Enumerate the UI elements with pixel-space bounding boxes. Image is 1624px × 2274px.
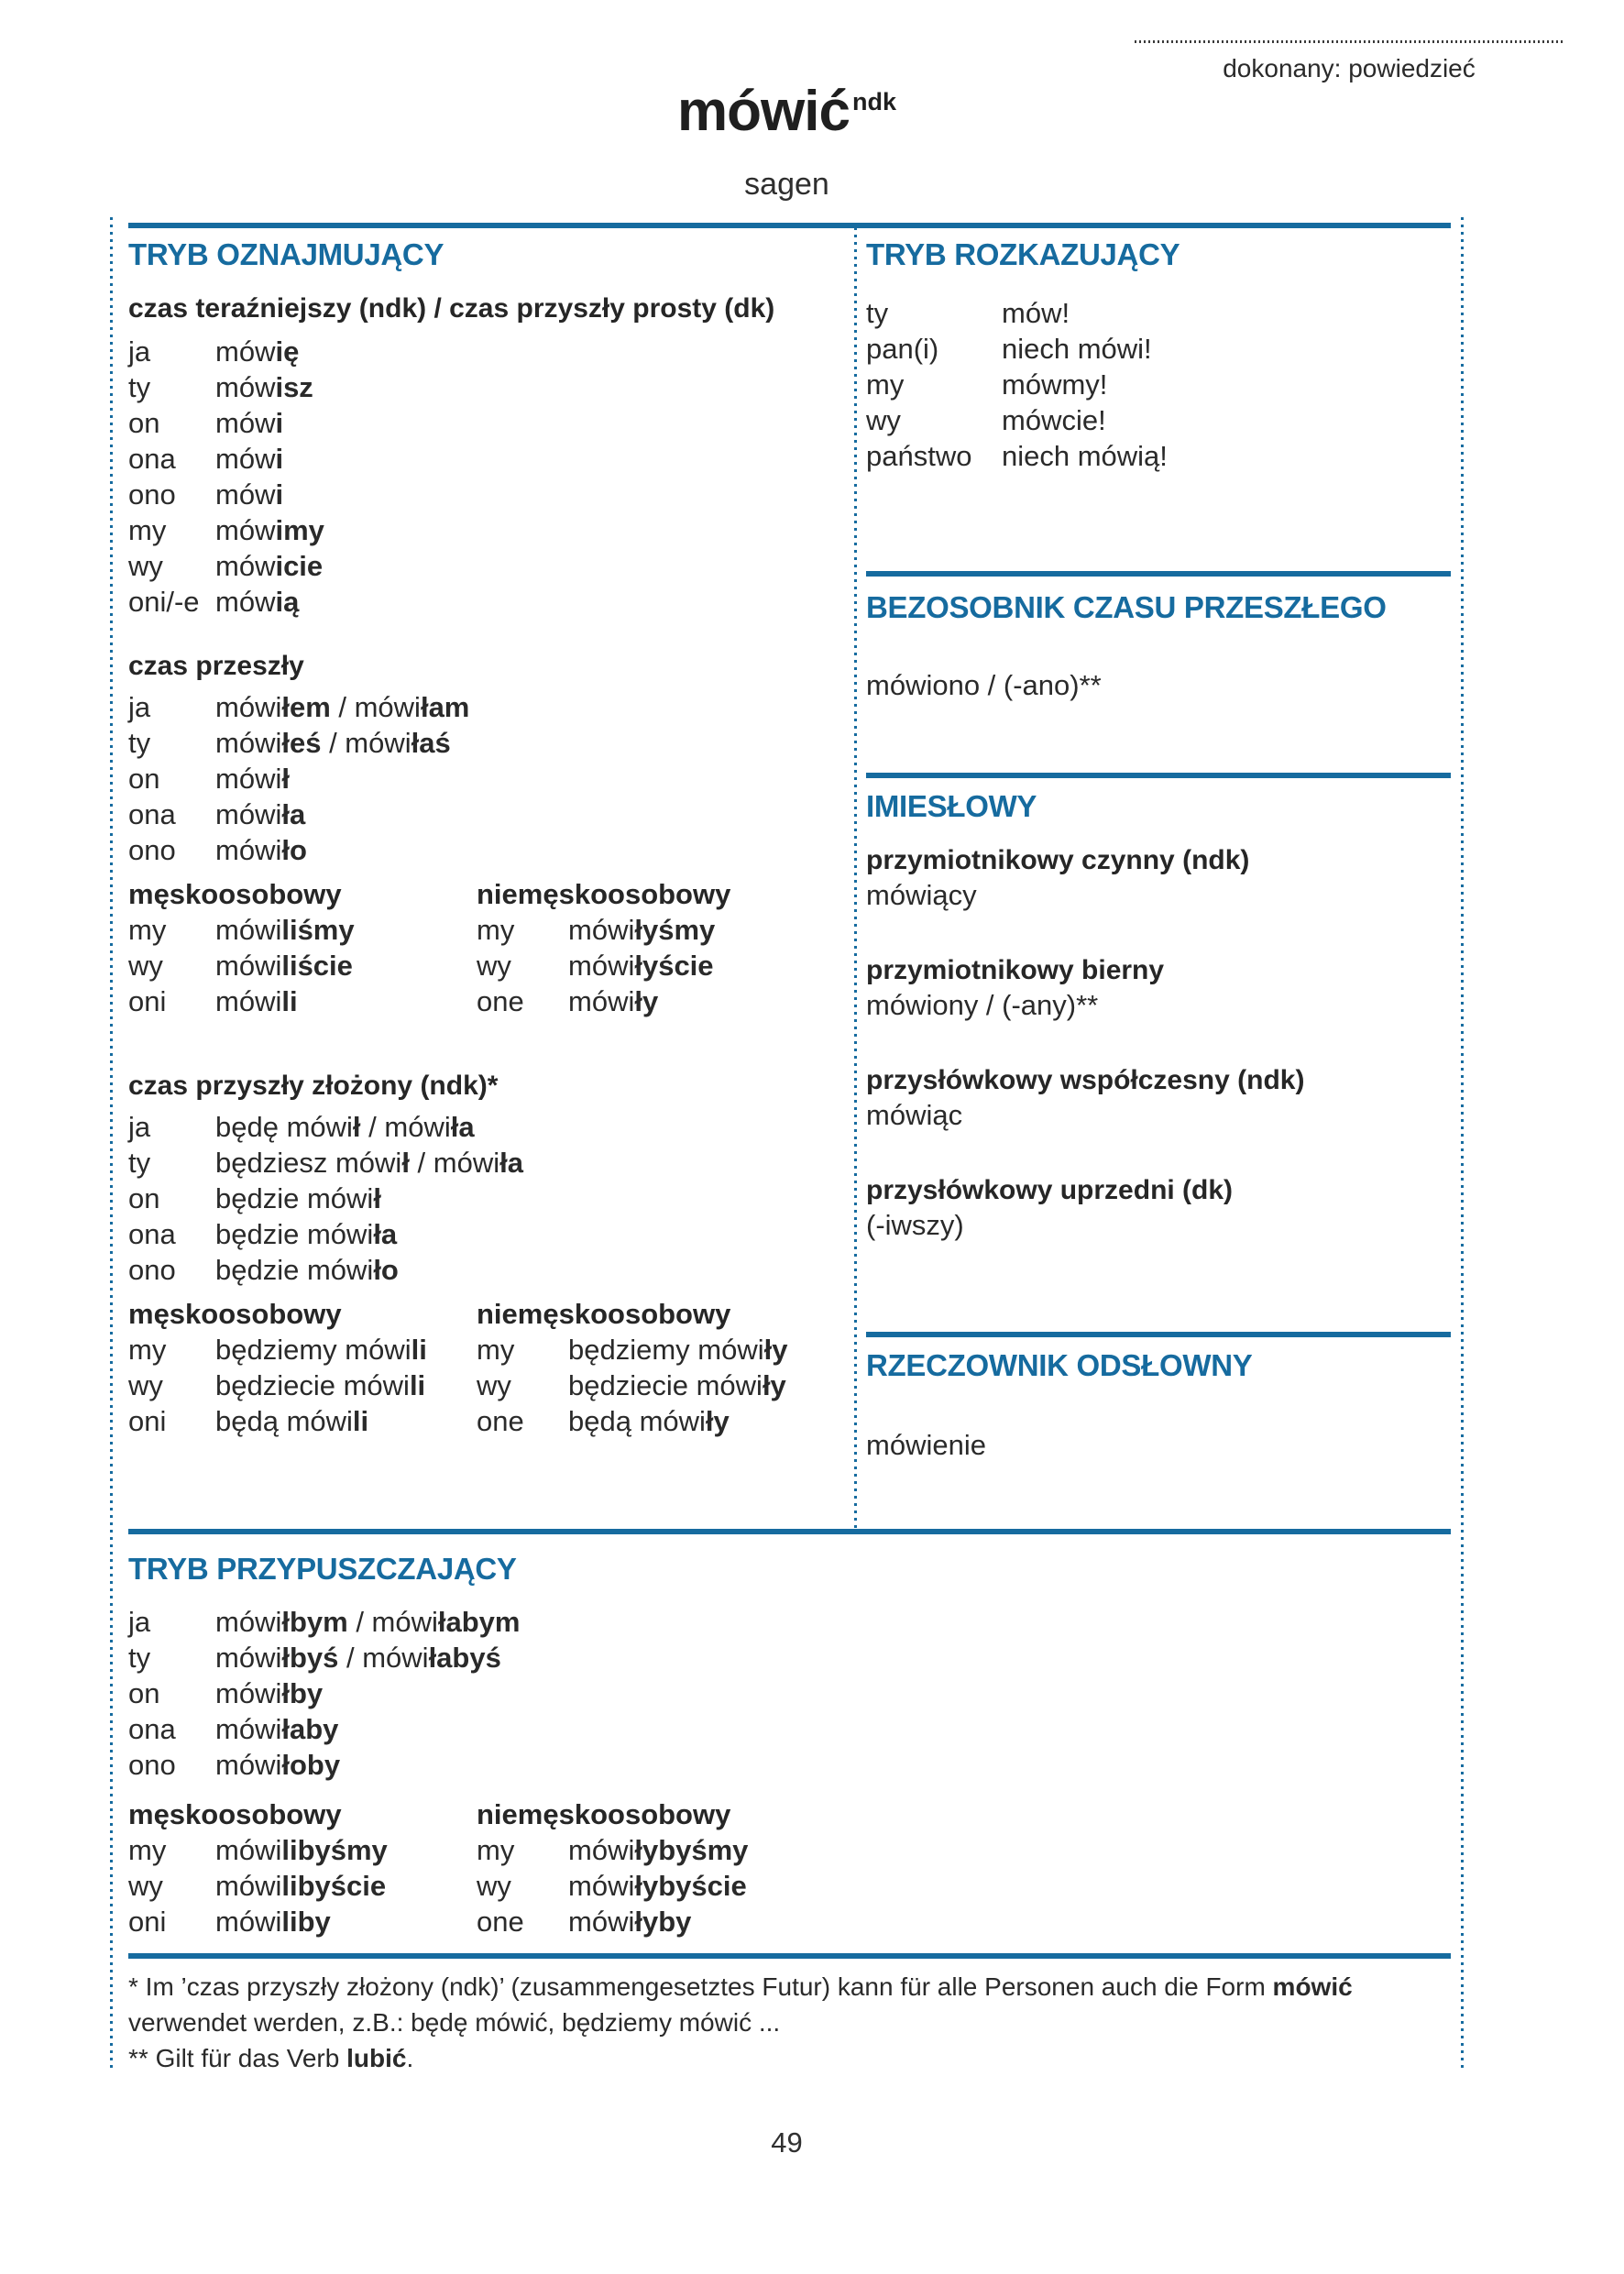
person-label: oni/-e	[128, 586, 200, 618]
page-number: 49	[771, 2126, 803, 2159]
conditional-gender-columns	[128, 1797, 1451, 1939]
conjugation-row	[866, 367, 1453, 402]
person-label: one	[477, 1405, 524, 1437]
verb-form: mówili	[215, 985, 298, 1017]
conjugation-row	[128, 512, 857, 548]
conjugation-row	[128, 1904, 477, 1939]
verb-form: będziesz mówił / mówiła	[215, 1147, 523, 1179]
tense-label-future: czas przyszły złożony (ndk)*	[128, 1071, 499, 1101]
section-header-participles: IMIESŁOWY	[866, 789, 1037, 823]
future-masculine-column	[128, 1297, 477, 1439]
verb-form: mówimy	[215, 514, 324, 546]
person-label: ono	[128, 834, 176, 866]
verb-form: mówiliśmy	[215, 914, 355, 946]
verb-form: mówiłyście	[568, 950, 714, 982]
verb-form: mów!	[1002, 297, 1070, 329]
conjugation-row	[477, 1332, 857, 1368]
past-masculine-column	[128, 877, 477, 1019]
conjugation-row	[477, 948, 857, 983]
person-label: ja	[128, 335, 151, 368]
person-label: wy	[128, 550, 163, 582]
verb-form: mówiłybyście	[568, 1870, 747, 1902]
rule-top	[128, 223, 1451, 228]
verb-form: mówi	[215, 478, 284, 511]
section-participles	[866, 788, 1453, 1243]
section-header-conditional: TRYB PRZYPUSZCZAJĄCY	[128, 1552, 517, 1586]
conjugation-row	[128, 832, 857, 868]
participle-form-contemporary-adverbial: mówiąc	[866, 1099, 963, 1131]
section-imperative	[866, 236, 1453, 474]
verb-form: mówiło	[215, 834, 307, 866]
verbal-noun-form: mówienie	[866, 1429, 986, 1461]
conjugation-row	[128, 983, 477, 1019]
tense-label-past: czas przeszły	[128, 651, 304, 681]
rule-impersonal	[866, 571, 1451, 577]
verb-form: niech mówią!	[1002, 440, 1168, 472]
conjugation-row	[128, 1252, 857, 1288]
person-label: my	[477, 1334, 515, 1366]
conditional-nonmasculine-column	[477, 1797, 1451, 1939]
verb-form: mówiliby	[215, 1906, 331, 1938]
person-label: wy	[128, 1369, 163, 1401]
person-label: pan(i)	[866, 333, 939, 365]
conjugation-row	[866, 438, 1453, 474]
person-label: ty	[128, 1147, 151, 1179]
verb-form: mówi	[215, 443, 284, 475]
section-header-impersonal: BEZOSOBNIK CZASU PRZESZŁEGO	[866, 590, 1387, 624]
footnotes	[128, 1969, 1451, 2076]
frame-border-right	[1461, 217, 1464, 2071]
header-dotted-divider	[1135, 40, 1564, 43]
person-label: ja	[128, 1606, 151, 1638]
conjugation-row	[128, 1145, 857, 1181]
verb-form: mówcie!	[1002, 404, 1106, 436]
person-label: ona	[128, 443, 176, 475]
future-nonmasculine-rows	[477, 1332, 857, 1439]
conjugation-row	[128, 1747, 1451, 1783]
section-header-imperative: TRYB ROZKAZUJĄCY	[866, 237, 1180, 271]
person-label: ty	[128, 371, 151, 403]
conjugation-row	[477, 1368, 857, 1403]
person-label: ona	[128, 1218, 176, 1250]
conjugation-row	[128, 1640, 1451, 1675]
conditional-masculine-rows	[128, 1832, 477, 1939]
participle-form-active-adjectival: mówiący	[866, 879, 977, 911]
verb-form: mówiłeś / mówiłaś	[215, 727, 451, 759]
rule-participles	[866, 773, 1451, 778]
gender-header-masculine: męskoosobowy	[128, 1298, 342, 1330]
verb-form: mówmy!	[1002, 368, 1108, 401]
section-header-indicative: TRYB OZNAJMUJĄCY	[128, 237, 444, 271]
impersonal-form: mówiono / (-ano)**	[866, 669, 1102, 701]
rule-footnotes	[128, 1953, 1451, 1959]
person-label: my	[128, 914, 167, 946]
conjugation-row	[128, 548, 857, 584]
person-label: on	[128, 1182, 160, 1214]
imperative-rows	[866, 295, 1453, 474]
future-rows	[128, 1109, 857, 1288]
participle-label-active-adjectival: przymiotnikowy czynny (ndk)	[866, 845, 1250, 875]
verb-form: mówiłaby	[215, 1713, 339, 1745]
participle-form-passive-adjectival: mówiony / (-any)**	[866, 989, 1099, 1021]
verb-form: mówiła	[215, 798, 306, 830]
person-label: wy	[128, 1870, 163, 1902]
person-label: ty	[128, 1642, 151, 1674]
past-rows	[128, 689, 857, 868]
conjugation-row	[128, 1675, 1451, 1711]
verb-form: mówilibyśmy	[215, 1834, 388, 1866]
gender-header-nonmasculine: niemęskoosobowy	[477, 878, 731, 910]
conjugation-row	[128, 1368, 477, 1403]
verb-form: będzie mówiła	[215, 1218, 398, 1250]
gender-header-nonmasculine: niemęskoosobowy	[477, 1798, 731, 1830]
verb-form: mówiłbyś / mówiłabyś	[215, 1642, 501, 1674]
present-rows	[128, 334, 857, 620]
person-label: on	[128, 407, 160, 439]
conjugation-row	[128, 725, 857, 761]
conjugation-row	[866, 331, 1453, 367]
conditional-nonmasculine-rows	[477, 1832, 1451, 1939]
verb-form: mówilibyście	[215, 1870, 387, 1902]
verb-title: mówić	[677, 80, 850, 143]
person-label: ja	[128, 1111, 151, 1143]
verb-form: będziemy mówiły	[568, 1334, 788, 1366]
conjugation-row	[128, 334, 857, 369]
past-masculine-rows	[128, 912, 477, 1019]
gender-header-nonmasculine: niemęskoosobowy	[477, 1298, 731, 1330]
tense-label-present: czas teraźniejszy (ndk) / czas przyszły prosty (dk)	[128, 293, 775, 324]
person-label: ja	[128, 691, 151, 723]
person-label: ono	[128, 478, 176, 511]
section-indicative	[128, 236, 857, 1439]
conjugation-row	[128, 761, 857, 796]
verb-form: mówiliście	[215, 950, 353, 982]
person-label: ona	[128, 1713, 176, 1745]
person-label: my	[477, 1834, 515, 1866]
conjugation-row	[128, 1109, 857, 1145]
conjugation-row	[128, 1832, 477, 1868]
participle-label-passive-adjectival: przymiotnikowy bierny	[866, 955, 1165, 985]
verb-form: niech mówi!	[1002, 333, 1152, 365]
person-label: my	[128, 1834, 167, 1866]
person-label: ty	[128, 727, 151, 759]
conjugation-row	[128, 477, 857, 512]
verb-form: mówię	[215, 335, 300, 368]
verb-form: mówiłbym / mówiłabym	[215, 1606, 521, 1638]
person-label: wy	[866, 404, 901, 436]
conjugation-row	[128, 405, 857, 441]
conjugation-row	[128, 1711, 1451, 1747]
person-label: oni	[128, 1405, 167, 1437]
translation-subtitle: sagen	[744, 167, 829, 202]
page-title	[112, 79, 1462, 144]
conjugation-row	[128, 441, 857, 477]
rule-verbal-noun	[866, 1332, 1451, 1337]
verb-form: mówiłoby	[215, 1749, 341, 1781]
conjugation-row	[477, 1832, 1451, 1868]
future-nonmasculine-column	[477, 1297, 857, 1439]
participle-label-anterior-adverbial: przysłówkowy uprzedni (dk)	[866, 1175, 1234, 1205]
person-label: wy	[477, 1870, 511, 1902]
participle-label-contemporary-adverbial: przysłówkowy współczesny (ndk)	[866, 1065, 1305, 1095]
person-label: one	[477, 985, 524, 1017]
person-label: my	[128, 1334, 167, 1366]
section-impersonal	[866, 589, 1453, 703]
verb-form: będą mówiły	[568, 1405, 730, 1437]
verb-form: mówiłyby	[568, 1906, 692, 1938]
conjugation-row	[128, 584, 857, 620]
verb-form: będę mówił / mówiła	[215, 1111, 475, 1143]
person-label: ona	[128, 798, 176, 830]
verb-form: mówiły	[568, 985, 659, 1017]
person-label: my	[866, 368, 905, 401]
footnote-line-3: ** Gilt für das Verb lubić.	[128, 2044, 414, 2072]
conjugation-row	[477, 1403, 857, 1439]
verb-form: mówiłem / mówiłam	[215, 691, 470, 723]
verb-form: mówił	[215, 763, 290, 795]
future-gender-columns	[128, 1297, 857, 1439]
section-conditional	[128, 1551, 1451, 1939]
conjugation-row	[128, 912, 477, 948]
person-label: ty	[866, 297, 889, 329]
verb-form: mówi	[215, 407, 284, 439]
gender-header-masculine: męskoosobowy	[128, 878, 342, 910]
conjugation-row	[128, 1332, 477, 1368]
verb-form: mówiłybyśmy	[568, 1834, 749, 1866]
gender-header-masculine: męskoosobowy	[128, 1798, 342, 1830]
verb-form: mówiłyśmy	[568, 914, 716, 946]
verb-form: będziemy mówili	[215, 1334, 427, 1366]
person-label: oni	[128, 1906, 167, 1938]
past-nonmasculine-rows	[477, 912, 857, 1019]
conditional-masculine-column	[128, 1797, 477, 1939]
person-label: ono	[128, 1254, 176, 1286]
conjugation-row	[128, 1216, 857, 1252]
section-header-verbal-noun: RZECZOWNIK ODSŁOWNY	[866, 1348, 1253, 1382]
conjugation-row	[128, 1604, 1451, 1640]
past-gender-columns	[128, 877, 857, 1019]
aspect-marker: ndk	[851, 88, 896, 116]
verb-form: mówisz	[215, 371, 313, 403]
participle-form-anterior-adverbial: (-iwszy)	[866, 1209, 964, 1241]
conjugation-row	[866, 295, 1453, 331]
verb-form: mówią	[215, 586, 300, 618]
section-verbal-noun	[866, 1347, 1453, 1463]
conjugation-row	[128, 1403, 477, 1439]
person-label: on	[128, 1677, 160, 1709]
person-label: my	[128, 514, 167, 546]
verb-form: będzie mówiło	[215, 1254, 399, 1286]
conditional-rows	[128, 1604, 1451, 1783]
person-label: ono	[128, 1749, 176, 1781]
person-label: wy	[477, 950, 511, 982]
conjugation-row	[128, 948, 477, 983]
verb-form: mówicie	[215, 550, 324, 582]
verb-form: będą mówili	[215, 1405, 369, 1437]
frame-border-left	[110, 217, 113, 2071]
conjugation-row	[128, 369, 857, 405]
conjugation-row	[477, 983, 857, 1019]
footnote-line-1: * Im ’czas przyszły złożony (ndk)’ (zusammengesetztes Futur) kann für alle Personen auch die Form mówić	[128, 1972, 1353, 2001]
person-label: państwo	[866, 440, 972, 472]
person-label: on	[128, 763, 160, 795]
conjugation-row	[477, 1904, 1451, 1939]
footnote-line-2: verwendet werden, z.B.: będę mówić, będziemy mówić ...	[128, 2008, 781, 2037]
past-nonmasculine-column	[477, 877, 857, 1019]
conjugation-row	[128, 1181, 857, 1216]
conjugation-row	[477, 912, 857, 948]
person-label: one	[477, 1906, 524, 1938]
future-masculine-rows	[128, 1332, 477, 1439]
person-label: my	[477, 914, 515, 946]
person-label: oni	[128, 985, 167, 1017]
verb-form: będzie mówił	[215, 1182, 381, 1214]
conjugation-row	[477, 1868, 1451, 1904]
conjugation-row	[128, 689, 857, 725]
verb-form: będziecie mówili	[215, 1369, 426, 1401]
conjugation-row	[128, 796, 857, 832]
verb-form: mówiłby	[215, 1677, 324, 1709]
verb-form: będziecie mówiły	[568, 1369, 786, 1401]
rule-conditional	[128, 1529, 1451, 1534]
person-label: wy	[128, 950, 163, 982]
conjugation-row	[866, 402, 1453, 438]
perfective-counterpart-note: dokonany: powiedzieć	[1223, 54, 1476, 82]
person-label: wy	[477, 1369, 511, 1401]
conjugation-row	[128, 1868, 477, 1904]
